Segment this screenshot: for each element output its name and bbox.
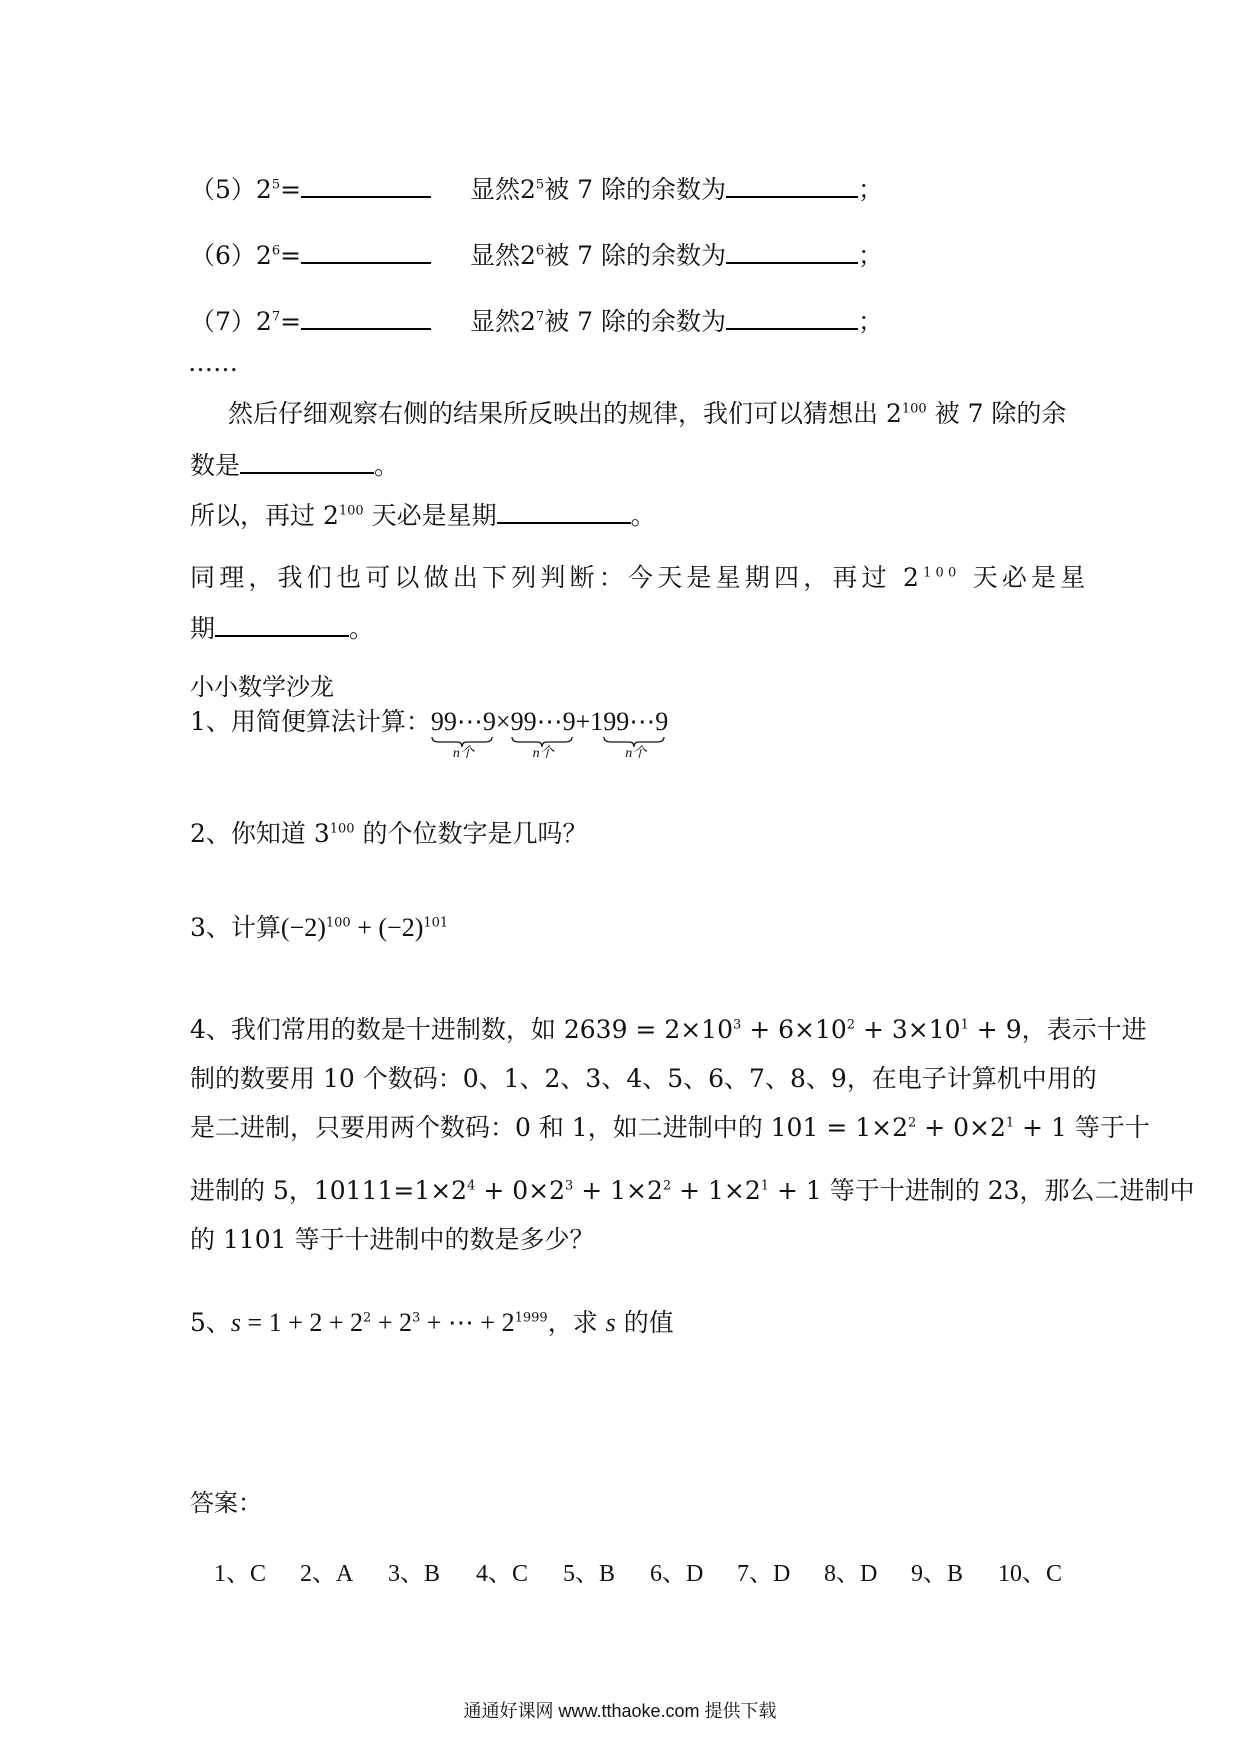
question-4-line4 bbox=[190, 1174, 1195, 1208]
term-text: 99⋯9 bbox=[603, 707, 669, 736]
question-text: 的值 bbox=[615, 1308, 674, 1337]
question-text: 2、你知道 3 bbox=[190, 819, 330, 848]
question-text: + 2 bbox=[371, 1308, 412, 1337]
power-exponent: 2 bbox=[907, 1115, 917, 1131]
power-base: 2 bbox=[520, 175, 536, 204]
answer-blank[interactable] bbox=[726, 302, 858, 330]
operator: × bbox=[495, 707, 511, 736]
answer-blank[interactable] bbox=[301, 236, 431, 264]
paragraph-text: 同理，我们也可以做出下列判断：今天是星期四，再过 2 bbox=[190, 563, 924, 592]
question-text: 3、计算 bbox=[190, 913, 281, 942]
power-exponent: 100 bbox=[901, 401, 927, 417]
answer-item: 6、D bbox=[650, 1561, 704, 1587]
exercise-row-5 bbox=[190, 170, 431, 207]
question-4-line2 bbox=[190, 1062, 1097, 1096]
row-number: （7） bbox=[190, 307, 256, 336]
power-exponent: 2 bbox=[662, 1178, 672, 1194]
punctuation: 。 bbox=[349, 614, 375, 643]
power-exponent: 3 bbox=[732, 1017, 742, 1033]
power-exponent: 7 bbox=[271, 309, 281, 325]
brace-term-1 bbox=[430, 705, 496, 761]
power-exponent: 6 bbox=[271, 243, 281, 259]
page-footer: 通通好课网 www.tthaoke.com 提供下载 bbox=[463, 1701, 777, 1721]
remainder-row-5 bbox=[470, 170, 883, 207]
question-text: 1、用简便算法计算： bbox=[190, 707, 431, 736]
row-text: 显然 bbox=[470, 241, 521, 270]
question-2 bbox=[190, 817, 588, 851]
answers-heading: 答案： bbox=[190, 1489, 262, 1517]
question-1 bbox=[190, 705, 669, 761]
question-text: 制的数要用 10 个数码：0、1、2、3、4、5、6、7、8、9，在电子计算机中用的 bbox=[190, 1064, 1097, 1093]
power-base: 2 bbox=[520, 307, 536, 336]
question-4-line3 bbox=[190, 1111, 1150, 1145]
answer-blank[interactable] bbox=[301, 302, 431, 330]
question-text: + 0×2 bbox=[475, 1176, 565, 1205]
row-text: 被 7 除的余数为 bbox=[544, 307, 727, 336]
term-text: 99⋯9 bbox=[430, 707, 496, 736]
power-exponent: 4 bbox=[467, 1178, 476, 1194]
paragraph-weekday bbox=[190, 496, 656, 533]
row-text: 显然 bbox=[470, 307, 521, 336]
power-exponent: 3 bbox=[411, 1310, 421, 1326]
power-exponent: 100 bbox=[923, 565, 961, 581]
power-exponent: 3 bbox=[564, 1178, 574, 1194]
term-text: 1 bbox=[590, 707, 604, 736]
punctuation: 。 bbox=[630, 501, 656, 530]
question-text: ，求 bbox=[547, 1308, 606, 1337]
paragraph-similar-line1 bbox=[190, 561, 1089, 595]
variable: s bbox=[230, 1308, 242, 1337]
answer-blank[interactable] bbox=[726, 170, 858, 198]
power-exponent: 100 bbox=[325, 915, 351, 931]
brace-term-2 bbox=[510, 705, 576, 761]
exercise-row-7 bbox=[190, 302, 431, 339]
answer-blank[interactable] bbox=[215, 609, 349, 637]
paragraph-text: 所以，再过 2 bbox=[190, 501, 339, 530]
punctuation: ； bbox=[858, 241, 884, 270]
paragraph-guess-line2 bbox=[190, 446, 399, 483]
term-text: 99⋯9 bbox=[510, 707, 576, 736]
power-exponent: 100 bbox=[329, 821, 355, 837]
answer-item: 1、C bbox=[214, 1561, 267, 1587]
question-5 bbox=[190, 1306, 674, 1340]
power-exponent: 6 bbox=[535, 243, 545, 259]
remainder-row-7 bbox=[470, 302, 883, 339]
paragraph-text: 被 7 除的余 bbox=[926, 399, 1067, 428]
question-text: + 3×10 bbox=[855, 1015, 961, 1044]
paragraph-text: 然后仔细观察右侧的结果所反映出的规律，我们可以猜想出 2 bbox=[228, 399, 902, 428]
power-exponent: 100 bbox=[338, 503, 364, 519]
question-text: + 6×10 bbox=[741, 1015, 847, 1044]
variable: s bbox=[605, 1308, 616, 1337]
equals-sign: = bbox=[280, 241, 302, 270]
section-heading: 小小数学沙龙 bbox=[190, 673, 334, 701]
row-text: 被 7 除的余数为 bbox=[544, 241, 727, 270]
power-base: 2 bbox=[255, 241, 272, 270]
paragraph-text: 数是 bbox=[190, 451, 241, 480]
paragraph-similar-line2 bbox=[190, 609, 374, 646]
punctuation: ； bbox=[858, 307, 884, 336]
question-3 bbox=[190, 911, 448, 945]
answer-blank[interactable] bbox=[497, 496, 631, 524]
row-text: 被 7 除的余数为 bbox=[544, 175, 727, 204]
power-exponent: 2 bbox=[846, 1017, 856, 1033]
row-number: （6） bbox=[190, 241, 256, 270]
power-base: (−2) bbox=[280, 913, 326, 942]
answer-item: 8、D bbox=[824, 1561, 878, 1587]
answer-blank[interactable] bbox=[726, 236, 858, 264]
answer-blank[interactable] bbox=[301, 170, 431, 198]
answer-item: 9、B bbox=[911, 1561, 964, 1587]
answer-item: 2、A bbox=[300, 1561, 354, 1587]
answer-item: 7、D bbox=[737, 1561, 791, 1587]
brace-label: n个 bbox=[625, 746, 647, 761]
answer-blank[interactable] bbox=[240, 446, 374, 474]
power-exponent: 5 bbox=[535, 177, 545, 193]
exercise-row-6 bbox=[190, 236, 431, 273]
answer-item: 5、B bbox=[563, 1561, 616, 1587]
power-exponent: 2 bbox=[363, 1310, 372, 1326]
ellipsis: …… bbox=[188, 348, 238, 377]
remainder-row-6 bbox=[470, 236, 883, 273]
operator: + bbox=[350, 913, 379, 942]
power-exponent: 101 bbox=[423, 915, 449, 931]
row-number: （5） bbox=[190, 175, 256, 204]
power-exponent: 7 bbox=[535, 309, 545, 325]
answer-item: 3、B bbox=[388, 1561, 441, 1587]
question-text: + 1×2 bbox=[671, 1176, 761, 1205]
punctuation: ； bbox=[858, 175, 884, 204]
power-base: 2 bbox=[255, 307, 272, 336]
power-base: 2 bbox=[255, 175, 272, 204]
question-text: + 9，表示十进 bbox=[968, 1015, 1147, 1044]
power-exponent: 1999 bbox=[514, 1310, 548, 1326]
power-base: (−2) bbox=[378, 913, 424, 942]
row-text: 显然 bbox=[470, 175, 521, 204]
question-4-line1 bbox=[190, 1013, 1147, 1047]
paragraph-text: 期 bbox=[190, 614, 216, 643]
paragraph-guess-line1 bbox=[228, 397, 1066, 431]
question-text: 的个位数字是几吗？ bbox=[354, 819, 588, 848]
question-text: + 1 等于十进制的 23，那么二进制中 bbox=[769, 1176, 1195, 1205]
question-text: + 1×2 bbox=[573, 1176, 663, 1205]
answer-item: 4、C bbox=[476, 1561, 529, 1587]
power-exponent: 1 bbox=[760, 1178, 770, 1194]
answer-item: 10、C bbox=[998, 1561, 1063, 1587]
question-text: 5、 bbox=[190, 1308, 231, 1337]
question-text: 进制的 5，10111=1×2 bbox=[190, 1176, 468, 1205]
question-4-line5 bbox=[190, 1223, 595, 1257]
power-exponent: 5 bbox=[271, 177, 281, 193]
question-text: 4、我们常用的数是十进制数，如 2639 = 2×10 bbox=[190, 1015, 733, 1044]
question-text: + 1 等于十 bbox=[1014, 1113, 1150, 1142]
power-exponent: 1 bbox=[960, 1017, 969, 1033]
brace-label: n个 bbox=[532, 746, 554, 761]
punctuation: 。 bbox=[374, 451, 400, 480]
question-text: 是二进制，只要用两个数码：0 和 1，如二进制中的 101 = 1×2 bbox=[190, 1113, 908, 1142]
question-text: 的 1101 等于十进制中的数是多少？ bbox=[190, 1225, 595, 1254]
power-exponent: 1 bbox=[1005, 1115, 1015, 1131]
equals-sign: = bbox=[280, 175, 302, 204]
paragraph-text: 天必是星期 bbox=[363, 501, 497, 530]
equals-sign: = bbox=[280, 307, 302, 336]
operator: + bbox=[575, 707, 591, 736]
question-text: + 0×2 bbox=[916, 1113, 1006, 1142]
paragraph-text: 天必是星 bbox=[960, 563, 1090, 592]
question-text: + ⋯ + 2 bbox=[420, 1308, 515, 1337]
brace-term-3 bbox=[603, 705, 669, 761]
power-base: 2 bbox=[520, 241, 536, 270]
question-text: = 1 + 2 + 2 bbox=[241, 1308, 364, 1337]
brace-label: n个 bbox=[452, 746, 474, 761]
